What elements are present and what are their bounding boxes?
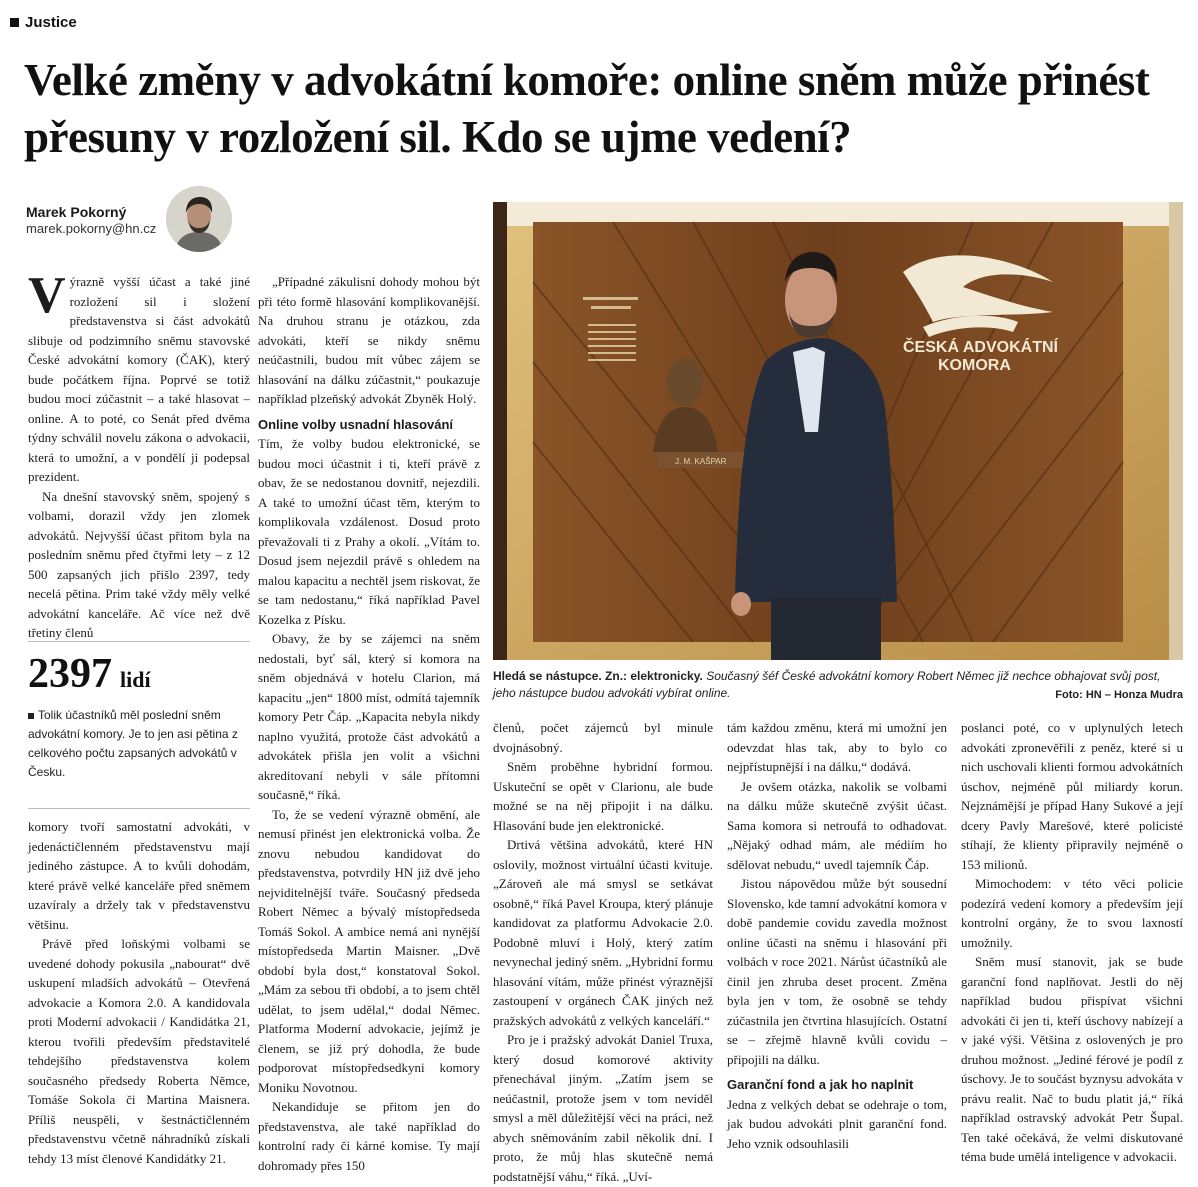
paragraph: „Případné zákulisní dohody mohou být při této formě hlasování komplikovanější. Na druhou stranu je otázkou, zda advokáti, kteří se nikdy sněmu neúčastnili, budou mít vůbec zájem se hlasování na dálku zúčastnit,“ poukazuje například plzeňský advokát Zbyněk Holý. [258, 274, 480, 406]
paragraph: Pro je i pražský advokát Daniel Truxa, který dosud komorové aktivity přenechával jiným. „Zatím jsem se neúčastnil, protože jsem v tom neviděl smysl a měl důležitější věci na práci, než abych sněmováním zabil několik dní. I proto, že můj hlas skutečně nemá podstatnější váhu,“ říká. „Uví- [493, 1032, 713, 1184]
paragraph: Jistou nápovědou může být sousední Slovensko, kde tamní advokátní komora v době pandemie covidu zavedla možnost online účasti na sněmu i hlasování při volbách v roce 2021. Nárůst účastníků ale činil jen zhruba deset procent. Změna byla jen v tom, že osobně se tehdy zúčastnila jen čtvrtina hlasujících. Ostatní se – zřejmě hlavně kvůli covidu – připojili na dálku. [727, 876, 947, 1067]
paragraph: tám každou změnu, která mi umožní jen odevzdat hlas tak, aby to bylo co nejpřístupnější i na dálku,“ dodává. [727, 720, 947, 774]
stat-description [28, 706, 238, 782]
logo-text-line2: KOMORA [938, 357, 1011, 374]
article-column-5 [961, 718, 1183, 1167]
paragraph: Na dnešní stavovský sněm, spojený s volbami, dorazil vždy jen zlomek advokátů. Nejvyšší účast přitom byla na posledním sněmu před čtyřmi lety – z 12 500 zapsaných jich přišlo 2397, tedy necelá pětina. Prim také vždy měly velké advokátní kanceláře. Ač více než dvě třetiny členů [28, 488, 250, 640]
article-column-3 [493, 718, 713, 1186]
photo-credit: Foto: HN – Honza Mudra [1055, 689, 1183, 701]
article-column-1b [28, 817, 250, 1168]
paragraph: členů, počet zájemců byl minule dvojnásobný. [493, 720, 713, 755]
paragraph: Sněm proběhne hybridní formou. Uskuteční se opět v Clarionu, ale bude možné se na něj připojit i na dálku. Hlasování bude jen elektronické. [493, 759, 713, 833]
paragraph: To, že se vedení výrazně obmění, ale nemusí přinést jen elektronická volba. Že znovu nebudou kandidovat do představenstva, potvrdily HN již dvě jeho nejviditelnější tváře. Současný předseda Robert Němec a bývalý místopředseda Tomáš Sokol. A ambice nemá ani nynější místopředseda Martin Maisner. „Dvě období byla dost,“ konstatoval Sokol. „Mám za sebou tři období, a to jsem chtěl udělat, to jsem udělal,“ dodal Němec. Platforma Moderní advokacie, jejímž je členem, se již prý dohodla, že bude podporovat místopředsedkyni komory Moniku Novotnou. [258, 806, 480, 1095]
caption-text: Současný šéf České advokátní komory Robert Němec již nechce obhajovat svůj post, jeho nástupce budou advokáti vybírat online. [493, 669, 1161, 700]
article-column-2 [258, 272, 480, 1175]
author-avatar [166, 186, 232, 252]
subheading: Online volby usnadní hlasování [258, 416, 454, 432]
paragraph: komory tvoří samostatní advokáti, v jedenáctičlenném představenstvu mají jediného zástupce. A to kvůli dohodám, které právě velké kanceláře před sněmem uzavíraly a držely tak v představenstvu většinu. [28, 819, 250, 932]
divider [28, 808, 250, 809]
section-square-icon [10, 18, 19, 27]
author-email: marek.pokorny@hn.cz [26, 221, 157, 236]
stat-number: 2397 [28, 651, 112, 697]
bullet-square-icon [28, 713, 34, 719]
paragraph: Právě před loňskými volbami se uvedené dohody pokusila „nabourat“ dvě uskupení mladších advokátů – Otevřená advokacie a Komora 2.0. A kandidovala proti Moderní advokacii / Kandidátka 21, kterou tvořili především představitelé tehdejšího představenstva kolem současného předsedy Roberta Němce, Tomáše Sokola či Martina Maisnera. Příliš neuspěli, v šestnáctičlenném představenstvu včetně náhradníků získali tehdy 13 míst členové Kandidátky 21. [28, 936, 250, 1166]
headline: Velké změny v advokátní komoře: online sněm může přinést přesuny v rozložení sil. Kdo se ujme vedení? [24, 55, 1150, 162]
stat-box [28, 650, 151, 698]
logo-text-line1: ČESKÁ ADVOKÁTNÍ [903, 339, 1058, 356]
article-photo [493, 202, 1183, 660]
drop-cap: V [28, 267, 66, 324]
paragraph: Tím, že volby budou elektronické, se budou moci účastnit i ti, kteří právě z obav, že se nedostanou dovnitř, nejezdili. A také to umožní účast těm, kterým to komplikovala vzdálenost. Dosud proto převažovali ti z Prahy a okolí. „Vítám to. Dosud jsem nejezdil právě s ohledem na malou kapacitu a nechtěl jsem riskovat, že se tam nedostanu,“ říká například Pavel Kozelka z Písku. [258, 436, 480, 627]
stat-text: Tolik účastníků měl poslední sněm advokátní komory. Je to jen asi pětina z celkového počtu zapsaných advokátů v Česku. [28, 708, 238, 779]
paragraph: Drtivá většina advokátů, které HN oslovily, možnost virtuální účasti kvituje. „Zároveň ale má smysl se setkávat osobně,“ říká Pavel Kroupa, který plánuje kandidovat za platformu Advokacie 2.0. Podobně mluví i Holý, který zatím nevynechal jediný sněm. „Hybridní formu hlasování vítám, může přinést výraznější zastoupení v orgánech ČAK jiných než pražských advokátů z velkých kanceláří.“ [493, 837, 713, 1028]
article-column-1 [28, 267, 250, 643]
divider [28, 641, 250, 642]
stat-unit: lidí [120, 667, 151, 692]
caption-lead: Hledá se nástupce. Zn.: elektronicky. [493, 669, 703, 683]
bust-label: J. M. KAŠPAR [675, 457, 727, 466]
paragraph: Je ovšem otázka, nakolik se volbami na dálku může skutečně zvýšit účast. Sama komora si netroufá to odhadovat. „Nějaký odhad mám, ale médiím ho sdělovat nebudu,“ uvedl tajemník Čáp. [727, 778, 947, 872]
subheading: Garanční fond a jak ho naplnit [727, 1077, 914, 1092]
section-tag [10, 14, 77, 31]
author-name: Marek Pokorný [26, 204, 127, 220]
section-label: Justice [25, 14, 77, 31]
paragraph: poslanci poté, co v uplynulých letech advokáti zpronevěřili z peněz, které si u nich uschovali klienti formou advokátních úschov, nejméně půl miliardy korun. Nejznámější je případ Hany Sukové a její dcery Pavly Marešové, které policisté stíhají, že klienty připravily nejméně o 153 milionů. [961, 720, 1183, 872]
article-column-4 [727, 718, 947, 1153]
paragraph: Sněm musí stanovit, jak se bude garanční fond naplňovat. Jestli do něj například budou přispívat všichni advokáti či jen ti, kteří úschovy nabízejí a v jaké výši. Většina z oslovených je pro druhou možnost. „Jediné férové je podíl z úschovy. Je to součást byznysu advokáta v právu realit. Nač to budu platit já,“ říká například ostravský advokát Petr Šupal. Ten také očekává, že velmi diskutované téma bude umělá inteligence v advokacii. [961, 954, 1183, 1164]
paragraph: Nekandiduje se přitom jen do představenstva, ale také například do kontrolní rady či kárné komise. Ty mají dohromady přes 150 [258, 1099, 480, 1173]
paragraph: Jedna z velkých debat se odehraje o tom, jak budou advokáti plnit garanční fond. Jeho vznik odsouhlasili [727, 1096, 947, 1151]
paragraph: Obavy, že by se zájemci na sněm nedostali, byť sál, který si komora na sněm objednává v hotelu Clarion, má kapacitu „jen“ 1800 míst, odmítá tajemník komory Petr Čáp. „Kapacita nebyla nikdy naplno využitá, protože část advokátů a advokátek přišla jen volit a všichni akreditovaní nebyli v sále přítomni současně,“ říká. [258, 631, 480, 802]
paragraph: Mimochodem: v této věci policie podezírá vedení komory a především její kontrolní orgány, že to svou laxností umožnily. [961, 876, 1183, 950]
paragraph: ýrazně vyšší účast a také jiné rozložení sil i složení představenstva si část advokátů slibuje od podzimního sněmu stavovské České advokátní komory (ČAK), který bude počátkem října. Poprvé se totiž budou moci zúčastnit – a také hlasovat – online. A to poté, co Senát před dvěma týdny schválil novelu zákona o advokacii, která to umožní, a v pondělí ji podepsal prezident. [28, 274, 250, 484]
